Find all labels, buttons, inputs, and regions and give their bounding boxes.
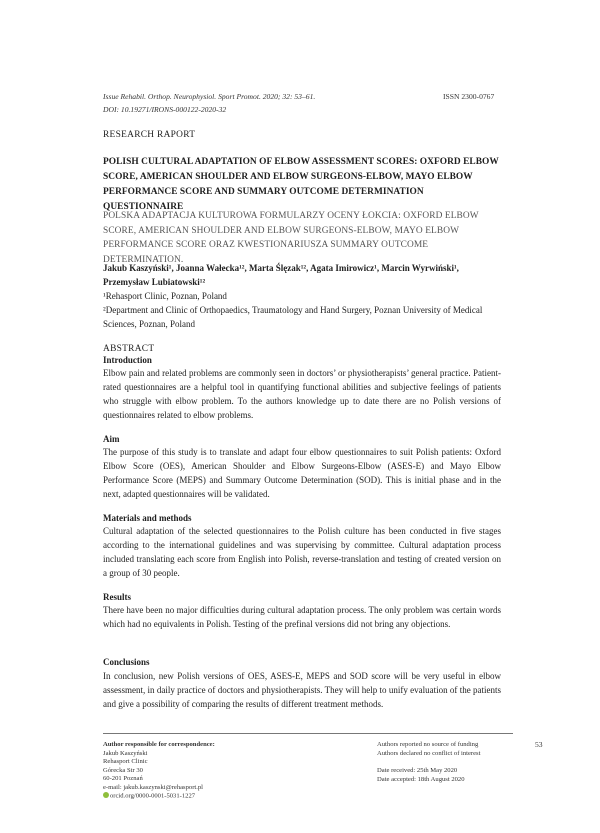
- correspondence-name: Jakub Kaszyński: [103, 749, 148, 757]
- affiliation-1: ¹Rehasport Clinic, Poznan, Poland: [103, 291, 227, 301]
- date-received: Date received: 25th May 2020: [377, 767, 458, 774]
- conflict-statement: Authors declared no conflict of interest: [377, 749, 481, 757]
- footer-divider: [103, 733, 513, 734]
- funding-block: [377, 741, 517, 758]
- doi: DOI: 10.19271/IRONS-000122-2020-32: [103, 105, 227, 114]
- section-heading-methods: Materials and methods: [103, 513, 192, 523]
- correspondence-institution: Rehasport Clinic: [103, 758, 148, 765]
- section-text-introduction: Elbow pain and related problems are commonly seen in doctors’ or physiotherapists’ general practice. Patient-rated questionnaires are a helpful tool in quantifying functional abilities and subjective feelings of patients who struggle with elbow problem. To the authors knowledge up to date there are no Polish versions of questionnaires related to elbow problems.: [103, 368, 501, 420]
- correspondence-label: Author responsible for correspondence:: [103, 741, 215, 748]
- title-polish: POLSKA ADAPTACJA KULTUROWA FORMULARZY OCENY ŁOKCIA: OXFORD ELBOW SCORE, AMERICAN SHOULDER AND ELBOW SURGEONS-ELBOW, MAYO ELBOW PERFORMANCE SCORE ORAZ KWESTIONARIUSZA SUMMARY OUTCOME DETERMINATION.: [103, 211, 479, 265]
- affiliation-2: ²Department and Clinic of Orthopaedics, Traumatology and Hand Surgery, Poznan University of Medical Sciences, Poznan, Poland: [103, 305, 483, 329]
- section-text-aim: The purpose of this study is to translate and adapt four elbow questionnaires to suit Polish patients: Oxford Elbow Score (OES), American Shoulder and Elbow Surgeons-Elbow (ASES-E) and Mayo Elbow Performance Score (MEPS) and Summary Outcome Determination (SOD). This is initial phase and in the next, adapted questionnaires will be validated.: [103, 447, 501, 499]
- abstract-heading: ABSTRACT: [103, 344, 155, 354]
- orcid-icon: [103, 792, 109, 798]
- dates-block: [377, 767, 517, 784]
- section-text-methods: Cultural adaptation of the selected questionnaires to the Polish culture has been conducted in five stages according to the international guidelines and was supervising by committee. Cultural adaptation process included translating each score from English into Polish, reverse-translation and testing of created version on a group of 30 people.: [103, 526, 501, 578]
- funding-statement: Authors reported no source of funding: [377, 741, 479, 748]
- section-heading-introduction: Introduction: [103, 355, 152, 365]
- section-heading-aim: Aim: [103, 434, 120, 444]
- section-heading-conclusions: Conclusions: [103, 657, 150, 667]
- correspondence-street: Górecka Str 30: [103, 766, 143, 774]
- date-accepted: Date accepted: 18th August 2020: [377, 775, 465, 783]
- journal-citation: Issue Rehabil. Orthop. Neurophysiol. Sport Promot. 2020; 32: 53–61.: [103, 92, 316, 101]
- title-english: POLISH CULTURAL ADAPTATION OF ELBOW ASSESSMENT SCORES: OXFORD ELBOW SCORE, AMERICAN SHOULDER AND ELBOW SURGEONS-ELBOW, MAYO ELBOW PERFORMANCE SCORE AND SUMMARY OUTCOME DETERMINATION QUESTIONNAIRE: [103, 157, 499, 212]
- orcid-text: orcid.org/0000-0001-5031-1227: [110, 792, 196, 800]
- page-number: 53: [535, 740, 543, 749]
- orcid-link[interactable]: [103, 792, 303, 801]
- author-list: Jakub Kaszyński¹, Joanna Wałecka¹², Marta Ślęzak¹², Agata Imirowicz¹, Marcin Wyrwiński¹, Przemysław Lubiatowski¹²: [103, 263, 459, 287]
- section-text-conclusions: In conclusion, new Polish versions of OES, ASES-E, MEPS and SOD score will be very useful in elbow assessment, in daily practice of doctors and physiotherapists. They will help to unify evaluation of the patients and give a possibility of comparing the results of different treatment methods.: [103, 671, 501, 709]
- correspondence-city: 60-201 Poznań: [103, 775, 143, 782]
- section-heading-results: Results: [103, 592, 132, 602]
- issn: ISSN 2300-0767: [443, 92, 495, 101]
- correspondence-email[interactable]: e-mail: jakub.kaszynski@rehasport.pl: [103, 783, 204, 791]
- correspondence-block: [103, 741, 303, 801]
- section-text-results: There have been no major difficulties during cultural adaptation process. The only problem was certain words which had no equivalents in Polish. Testing of the prefinal versions did not bring any objections.: [103, 605, 501, 629]
- article-type: RESEARCH RAPORT: [103, 130, 196, 140]
